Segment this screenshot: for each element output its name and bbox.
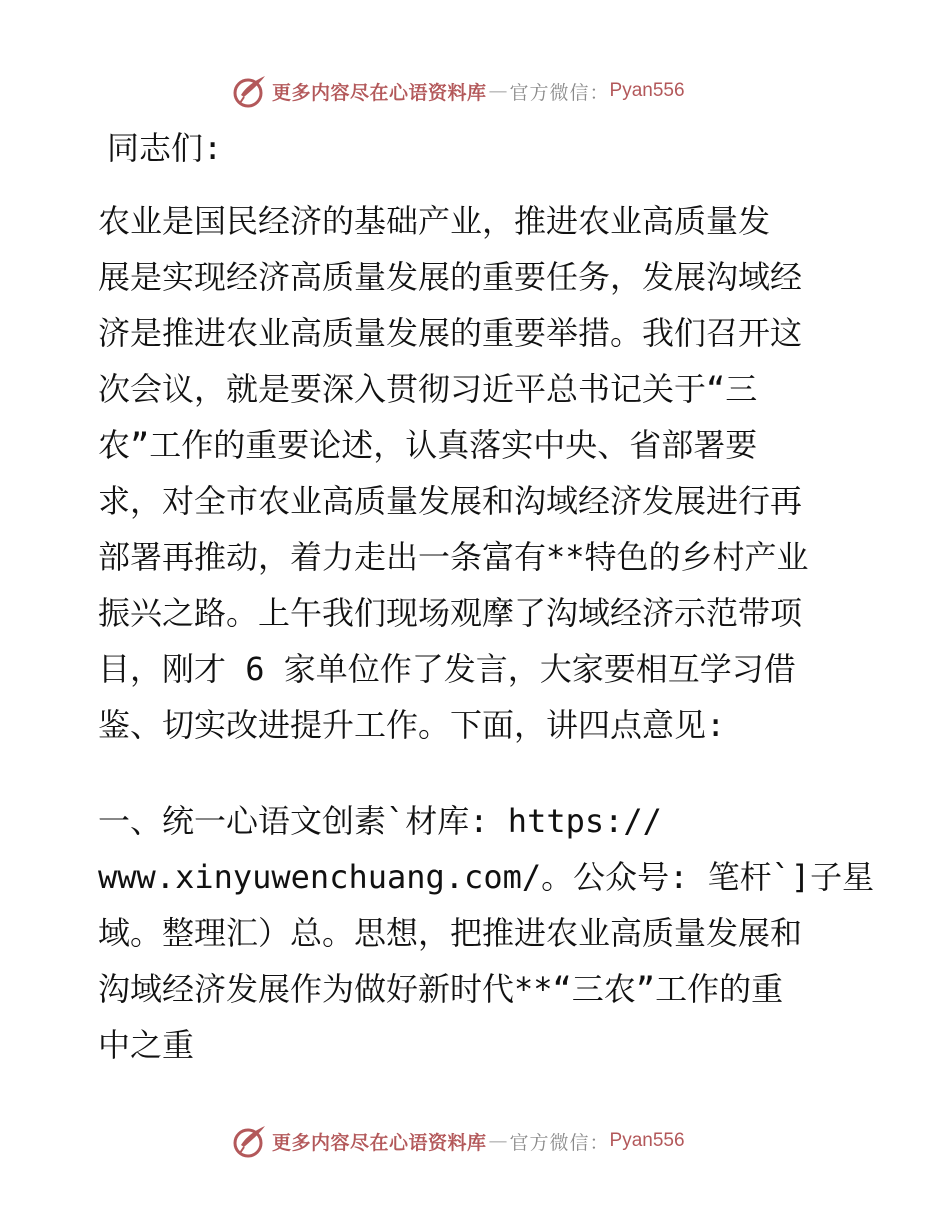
- paragraph-line: 农业是国民经济的基础产业，推进农业高质量发: [98, 202, 771, 240]
- paragraph-line: 一、统一心语文创素`材库: https://: [98, 802, 662, 840]
- paragraph-line: 展是实现经济高质量发展的重要任务，发展沟域经: [98, 258, 803, 296]
- banner-main-text: 更多内容尽在心语资料库: [272, 81, 487, 104]
- paragraph-line: 部署再推动，着力走出一条富有**特色的乡村产业: [98, 538, 809, 576]
- banner-official-label: 官方微信：: [509, 1131, 610, 1154]
- banner-official-label: 官方微信：: [509, 81, 610, 104]
- paragraph-2: [98, 793, 875, 1073]
- footer-watermark-banner: [232, 1121, 685, 1161]
- header-watermark-banner: [232, 71, 685, 111]
- paragraph-line: 域。整理汇）总。思想，把推进农业高质量发展和: [98, 914, 803, 952]
- paragraph-line: 目，刚才 6 家单位作了发言，大家要相互学习借: [98, 650, 796, 688]
- paragraph-line: www.xinyuwenchuang.com/。公众号: 笔杆`]子星: [98, 858, 875, 896]
- paragraph-line: 沟域经济发展作为做好新时代**“三农”工作的重: [98, 970, 784, 1008]
- paragraph-line: 农”工作的重要论述，认真落实中央、省部署要: [98, 426, 758, 464]
- greeting: [107, 120, 877, 176]
- paragraph-line: 振兴之路。上午我们现场观摩了沟域经济示范带项: [98, 594, 803, 632]
- paragraph-line: 次会议，就是要深入贯彻习近平总书记关于“三: [98, 370, 758, 408]
- banner-dash: —: [488, 80, 508, 102]
- paragraph-line: 求，对全市农业高质量发展和沟域经济发展进行再: [98, 482, 803, 520]
- banner-account-id: Pyan556: [609, 80, 685, 101]
- banner-account-id: Pyan556: [609, 1130, 685, 1151]
- paragraph-line: 鉴、切实改进提升工作。下面，讲四点意见:: [98, 706, 726, 744]
- quill-logo-icon: [232, 73, 268, 109]
- banner-dash: —: [488, 1130, 508, 1152]
- paragraph-1: [98, 193, 868, 753]
- quill-logo-icon: [232, 1123, 268, 1159]
- banner-main-text: 更多内容尽在心语资料库: [272, 1131, 487, 1154]
- paragraph-line: 中之重: [98, 1026, 195, 1064]
- greeting-text: 同志们:: [107, 129, 223, 167]
- paragraph-line: 济是推进农业高质量发展的重要举措。我们召开这: [98, 314, 803, 352]
